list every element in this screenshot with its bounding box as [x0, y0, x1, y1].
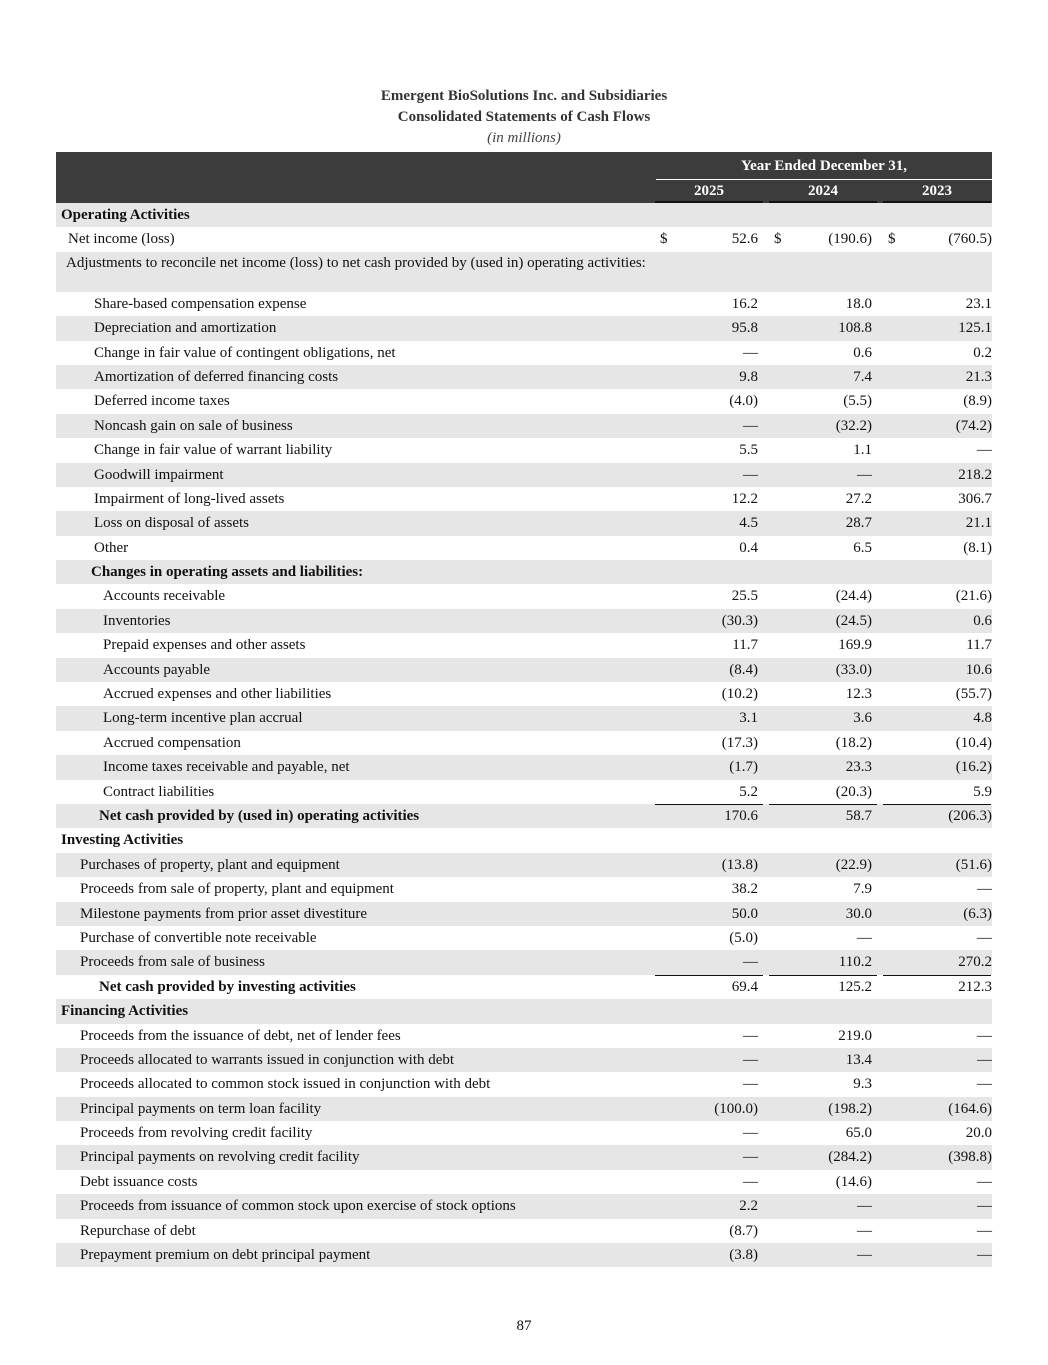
- value-2024: (20.3): [835, 783, 872, 800]
- value-2024: 3.6: [853, 710, 872, 727]
- row-label: Debt issuance costs: [80, 1173, 198, 1190]
- value-2023: 10.6: [965, 661, 992, 678]
- row-label: Amortization of deferred financing costs: [94, 368, 339, 385]
- value-2025: —: [743, 466, 758, 483]
- value-2025: 38.2: [731, 881, 758, 898]
- value-2025: 25.5: [731, 588, 758, 605]
- row-label: Accounts payable: [103, 661, 211, 678]
- year-column-2025: 2025: [694, 183, 724, 199]
- total-row: [56, 975, 992, 999]
- value-2024: 18.0: [845, 295, 872, 312]
- row-label: Depreciation and amortization: [94, 320, 277, 337]
- statement-header: [0, 86, 1048, 149]
- value-2023: 4.8: [973, 710, 992, 727]
- value-2024: 12.3: [845, 686, 872, 703]
- value-2023: (8.9): [963, 393, 992, 410]
- value-2025: (30.3): [721, 612, 758, 629]
- value-2023: 0.2: [973, 344, 992, 361]
- value-2023: —: [977, 1051, 992, 1068]
- row-label: Proceeds allocated to common stock issued in conjunction with debt: [80, 1076, 491, 1093]
- value-2023: —: [977, 1247, 992, 1264]
- row-label: Deferred income taxes: [94, 393, 230, 410]
- value-2025: (13.8): [721, 856, 758, 873]
- table-row: [56, 487, 992, 511]
- table-row: [56, 1024, 992, 1048]
- value-2025: 9.8: [739, 368, 758, 385]
- subtotal-rule: [655, 975, 763, 976]
- value-2025: 5.5: [739, 442, 758, 459]
- value-2025: (17.3): [721, 734, 758, 751]
- value-2024: (24.5): [835, 612, 872, 629]
- table-row: [56, 438, 992, 462]
- cash-flow-table: [56, 152, 992, 1267]
- value-2025: —: [743, 344, 758, 361]
- currency-symbol: $: [660, 231, 668, 248]
- table-row: [56, 877, 992, 901]
- value-2025: (10.2): [721, 686, 758, 703]
- row-label: Adjustments to reconcile net income (loss) to net cash provided by (used in) operating activities:: [66, 254, 646, 271]
- units-note: (in millions): [487, 130, 561, 146]
- value-2024: 7.4: [853, 368, 872, 385]
- row-label: Other: [94, 539, 129, 556]
- value-2025: —: [743, 1027, 758, 1044]
- value-2024: (198.2): [828, 1100, 872, 1117]
- row-label: Change in fair value of contingent obligations, net: [94, 344, 396, 361]
- table-header: [56, 152, 992, 203]
- row-label: Impairment of long-lived assets: [94, 490, 285, 507]
- value-2025: (8.4): [729, 661, 758, 678]
- value-2023: 125.1: [958, 320, 992, 337]
- table-row: [56, 252, 992, 292]
- row-label: Proceeds allocated to warrants issued in conjunction with debt: [80, 1051, 455, 1068]
- value-2023: (10.4): [955, 734, 992, 751]
- row-label: Net income (loss): [68, 231, 175, 248]
- value-2024: 110.2: [838, 954, 872, 971]
- table-row: [56, 560, 992, 584]
- value-2024: —: [857, 1247, 872, 1264]
- value-2024: 28.7: [845, 515, 872, 532]
- value-2024: 125.2: [838, 978, 872, 995]
- row-label: Accounts receivable: [103, 588, 226, 605]
- table-row: [56, 780, 992, 804]
- table-row: [56, 1219, 992, 1243]
- value-2024: —: [857, 1222, 872, 1239]
- value-2025: 69.4: [731, 978, 758, 995]
- value-2024: 7.9: [853, 881, 872, 898]
- table-row: [56, 682, 992, 706]
- value-2025: —: [743, 1051, 758, 1068]
- value-2023: —: [977, 442, 992, 459]
- table-row: [56, 463, 992, 487]
- row-label: Proceeds from sale of property, plant and equipment: [80, 881, 394, 898]
- value-2025: 5.2: [739, 783, 758, 800]
- value-2025: 12.2: [731, 490, 758, 507]
- table-row: [56, 853, 992, 877]
- value-2024: 58.7: [845, 807, 872, 824]
- value-2023: —: [977, 929, 992, 946]
- value-2024: 6.5: [853, 539, 872, 556]
- table-row: [56, 341, 992, 365]
- value-2023: 0.6: [973, 612, 992, 629]
- row-label: Prepayment premium on debt principal payment: [80, 1247, 371, 1264]
- table-row: [56, 1145, 992, 1169]
- value-2023: —: [977, 1222, 992, 1239]
- value-2024: (5.5): [843, 393, 872, 410]
- value-2023: (6.3): [963, 905, 992, 922]
- value-2025: 16.2: [731, 295, 758, 312]
- table-row: [56, 658, 992, 682]
- row-label: Inventories: [103, 612, 171, 629]
- period-heading: Year Ended December 31,: [656, 152, 992, 180]
- value-2024: (18.2): [835, 734, 872, 751]
- table-row: [56, 609, 992, 633]
- row-label: Loss on disposal of assets: [94, 515, 249, 532]
- value-2023: 212.3: [958, 978, 992, 995]
- row-label: Investing Activities: [61, 832, 184, 849]
- row-label: Accrued compensation: [103, 734, 241, 751]
- value-2024: 169.9: [838, 637, 872, 654]
- row-label: Purchases of property, plant and equipment: [80, 856, 340, 873]
- table-row: [56, 227, 992, 251]
- currency-symbol: $: [774, 231, 782, 248]
- value-2024: (24.4): [835, 588, 872, 605]
- value-2023: 23.1: [965, 295, 992, 312]
- table-row: [56, 1048, 992, 1072]
- row-label: Change in fair value of warrant liability: [94, 442, 333, 459]
- row-label: Net cash provided by (used in) operating activities: [99, 807, 420, 824]
- row-label: Noncash gain on sale of business: [94, 417, 293, 434]
- value-2023: (16.2): [955, 759, 992, 776]
- value-2023: —: [977, 881, 992, 898]
- row-label: Prepaid expenses and other assets: [103, 637, 306, 654]
- value-2024: 0.6: [853, 344, 872, 361]
- table-row: [56, 292, 992, 316]
- row-label: Long-term incentive plan accrual: [103, 710, 303, 727]
- value-2023: 11.7: [966, 637, 992, 654]
- subtotal-rule: [655, 804, 763, 805]
- table-row: [56, 1170, 992, 1194]
- value-2025: —: [743, 1076, 758, 1093]
- value-2023: —: [977, 1027, 992, 1044]
- value-2025: (8.7): [729, 1222, 758, 1239]
- table-row: [56, 389, 992, 413]
- value-2024: (33.0): [835, 661, 872, 678]
- row-label: Repurchase of debt: [80, 1222, 196, 1239]
- value-2025: 0.4: [739, 539, 758, 556]
- statement-title: Consolidated Statements of Cash Flows: [397, 109, 651, 125]
- value-2025: (1.7): [729, 759, 758, 776]
- value-2024: —: [857, 1198, 872, 1215]
- row-label: Share-based compensation expense: [94, 295, 307, 312]
- value-2023: 306.7: [958, 490, 992, 507]
- value-2023: (398.8): [948, 1149, 992, 1166]
- row-label: Net cash provided by investing activities: [99, 978, 356, 995]
- total-row: [56, 804, 992, 828]
- value-2025: (4.0): [729, 393, 758, 410]
- table-row: [56, 365, 992, 389]
- year-column-2024: 2024: [808, 183, 838, 199]
- value-2023: 5.9: [973, 783, 992, 800]
- page-number: 87: [516, 1318, 532, 1334]
- value-2025: 50.0: [731, 905, 758, 922]
- value-2023: (206.3): [948, 807, 992, 824]
- value-2024: 13.4: [845, 1051, 872, 1068]
- row-label: Milestone payments from prior asset divestiture: [80, 905, 368, 922]
- subtotal-rule: [769, 804, 877, 805]
- table-row: [56, 414, 992, 438]
- value-2023: (55.7): [955, 686, 992, 703]
- value-2024: 219.0: [838, 1027, 872, 1044]
- table-row: [56, 1243, 992, 1267]
- row-label: Purchase of convertible note receivable: [80, 929, 317, 946]
- table-row: [56, 926, 992, 950]
- value-2023: —: [977, 1198, 992, 1215]
- value-2023: (51.6): [955, 856, 992, 873]
- value-2025: 11.7: [732, 637, 758, 654]
- value-2025: 2.2: [739, 1198, 758, 1215]
- table-row: [56, 902, 992, 926]
- value-2024: (22.9): [835, 856, 872, 873]
- row-label: Proceeds from issuance of common stock upon exercise of stock options: [80, 1198, 516, 1215]
- value-2025: —: [743, 1149, 758, 1166]
- value-2025: 95.8: [731, 320, 758, 337]
- table-row: [56, 633, 992, 657]
- row-label: Proceeds from revolving credit facility: [80, 1125, 313, 1142]
- value-2025: —: [743, 954, 758, 971]
- value-2023: (760.5): [948, 231, 992, 248]
- value-2023: —: [977, 1076, 992, 1093]
- value-2023: 218.2: [958, 466, 992, 483]
- value-2023: (8.1): [963, 539, 992, 556]
- table-row: [56, 731, 992, 755]
- table-row: [56, 950, 992, 974]
- value-2025: 170.6: [724, 807, 758, 824]
- table-body: [56, 203, 992, 1267]
- value-2025: (5.0): [729, 929, 758, 946]
- table-row: [56, 1072, 992, 1096]
- section-heading-row: [56, 828, 992, 852]
- row-label: Operating Activities: [61, 207, 190, 223]
- value-2024: —: [857, 466, 872, 483]
- year-column-2023: 2023: [922, 183, 952, 199]
- value-2024: (284.2): [828, 1149, 872, 1166]
- value-2023: 270.2: [958, 954, 992, 971]
- value-2023: —: [977, 1173, 992, 1190]
- row-label: Goodwill impairment: [94, 466, 224, 483]
- row-label: Accrued expenses and other liabilities: [103, 686, 332, 703]
- value-2025: (3.8): [729, 1247, 758, 1264]
- value-2025: 3.1: [739, 710, 758, 727]
- row-label: Contract liabilities: [103, 783, 215, 800]
- table-row: [56, 1097, 992, 1121]
- table-row: [56, 1121, 992, 1145]
- row-label: Financing Activities: [61, 1003, 189, 1020]
- value-2024: 1.1: [853, 442, 872, 459]
- value-2025: —: [743, 417, 758, 434]
- row-label: Proceeds from the issuance of debt, net of lender fees: [80, 1027, 401, 1044]
- table-row: [56, 511, 992, 535]
- value-2023: 21.3: [965, 368, 992, 385]
- row-label: Income taxes receivable and payable, net: [103, 759, 350, 776]
- section-heading-row: [56, 203, 992, 227]
- value-2025: 4.5: [739, 515, 758, 532]
- value-2023: (21.6): [955, 588, 992, 605]
- value-2024: —: [857, 929, 872, 946]
- value-2023: (74.2): [955, 417, 992, 434]
- table-row: [56, 1194, 992, 1218]
- value-2023: (164.6): [948, 1100, 992, 1117]
- value-2024: 108.8: [838, 320, 872, 337]
- value-2025: —: [743, 1125, 758, 1142]
- subtotal-rule: [883, 804, 991, 805]
- company-name: Emergent BioSolutions Inc. and Subsidiaries: [380, 88, 668, 104]
- value-2024: 30.0: [845, 905, 872, 922]
- table-row: [56, 316, 992, 340]
- value-2024: 9.3: [853, 1076, 872, 1093]
- table-row: [56, 755, 992, 779]
- row-label: Proceeds from sale of business: [80, 954, 265, 971]
- value-2024: 23.3: [845, 759, 872, 776]
- value-2025: (100.0): [714, 1100, 758, 1117]
- value-2024: (14.6): [835, 1173, 872, 1190]
- value-2023: 20.0: [965, 1125, 992, 1142]
- currency-symbol: $: [888, 231, 896, 248]
- value-2025: —: [743, 1173, 758, 1190]
- table-row: [56, 706, 992, 730]
- table-row: [56, 536, 992, 560]
- subtotal-rule: [883, 975, 991, 976]
- section-heading-row: [56, 999, 992, 1023]
- value-2025: 52.6: [731, 231, 758, 248]
- value-2024: (32.2): [835, 417, 872, 434]
- subtotal-rule: [769, 975, 877, 976]
- value-2024: (190.6): [828, 231, 872, 248]
- table-row: [56, 584, 992, 608]
- row-label: Principal payments on revolving credit facility: [80, 1149, 360, 1166]
- value-2023: 21.1: [965, 515, 992, 532]
- row-label: Changes in operating assets and liabilities:: [91, 564, 364, 581]
- value-2024: 27.2: [845, 490, 872, 507]
- row-label: Principal payments on term loan facility: [80, 1100, 322, 1117]
- value-2024: 65.0: [845, 1125, 872, 1142]
